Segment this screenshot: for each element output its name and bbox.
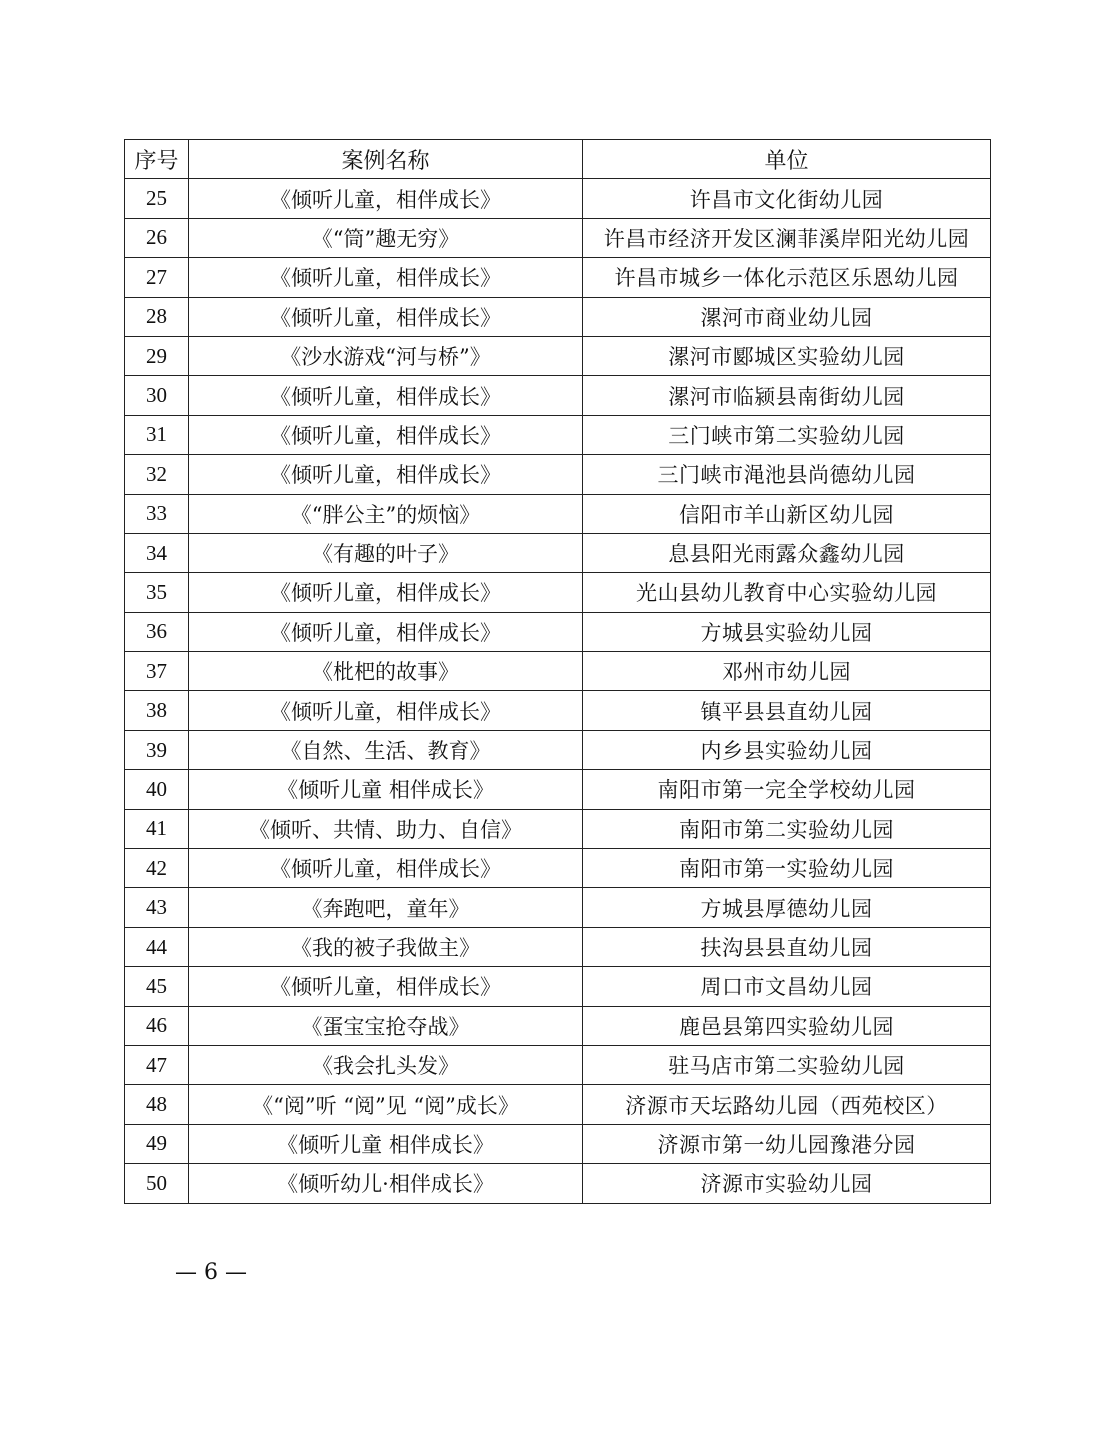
row-case-name: 《倾听儿童，相伴成长》 [189,376,583,415]
table-row [125,494,991,533]
row-unit: 济源市第一幼儿园豫港分园 [583,1124,991,1163]
row-unit: 漯河市商业幼儿园 [583,297,991,336]
row-index: 28 [125,297,189,336]
table-row [125,258,991,297]
row-unit: 方城县实验幼儿园 [583,612,991,651]
row-unit: 三门峡市渑池县尚德幼儿园 [583,455,991,494]
row-unit: 漯河市临颍县南街幼儿园 [583,376,991,415]
row-index: 48 [125,1085,189,1124]
row-case-name: 《“阅”听 “阅”见 “阅”成长》 [189,1085,583,1124]
table-row [125,455,991,494]
table-row [125,415,991,454]
row-case-name: 《自然、生活、教育》 [189,730,583,769]
row-index: 43 [125,888,189,927]
row-case-name: 《倾听、共情、助力、自信》 [189,809,583,848]
row-index: 41 [125,809,189,848]
row-case-name: 《倾听儿童，相伴成长》 [189,258,583,297]
row-index: 32 [125,455,189,494]
row-case-name: 《倾听儿童，相伴成长》 [189,691,583,730]
row-case-name: 《倾听儿童，相伴成长》 [189,297,583,336]
table-row [125,1164,991,1203]
row-index: 46 [125,1006,189,1045]
row-unit: 许昌市经济开发区澜菲溪岸阳光幼儿园 [583,218,991,257]
row-index: 45 [125,967,189,1006]
row-unit: 南阳市第一实验幼儿园 [583,849,991,888]
results-table-container [124,139,990,1204]
row-index: 49 [125,1124,189,1163]
row-case-name: 《倾听儿童，相伴成长》 [189,179,583,218]
table-row [125,1085,991,1124]
row-index: 31 [125,415,189,454]
table-row [125,652,991,691]
table-header-row [125,140,991,179]
row-index: 47 [125,1045,189,1084]
table-row [125,218,991,257]
row-index: 39 [125,730,189,769]
row-index: 26 [125,218,189,257]
row-unit: 驻马店市第二实验幼儿园 [583,1045,991,1084]
row-index: 34 [125,533,189,572]
table-row [125,573,991,612]
row-case-name: 《沙水游戏“河与桥”》 [189,336,583,375]
table-row [125,967,991,1006]
table-row [125,533,991,572]
row-unit: 济源市实验幼儿园 [583,1164,991,1203]
table-row [125,691,991,730]
row-case-name: 《倾听儿童，相伴成长》 [189,415,583,454]
table-row [125,297,991,336]
row-case-name: 《“胖公主”的烦恼》 [189,494,583,533]
row-case-name: 《蛋宝宝抢夺战》 [189,1006,583,1045]
header-index: 序号 [125,140,189,179]
row-unit: 南阳市第一完全学校幼儿园 [583,770,991,809]
row-unit: 邓州市幼儿园 [583,652,991,691]
table-row [125,849,991,888]
row-index: 38 [125,691,189,730]
row-index: 30 [125,376,189,415]
row-index: 50 [125,1164,189,1203]
row-index: 40 [125,770,189,809]
table-row [125,1006,991,1045]
page-number: — 6 — [175,1260,247,1285]
row-case-name: 《枇杷的故事》 [189,652,583,691]
row-unit: 镇平县县直幼儿园 [583,691,991,730]
row-index: 27 [125,258,189,297]
table-row [125,376,991,415]
row-unit: 许昌市城乡一体化示范区乐恩幼儿园 [583,258,991,297]
row-case-name: 《我会扎头发》 [189,1045,583,1084]
row-unit: 漯河市郾城区实验幼儿园 [583,336,991,375]
table-row [125,1045,991,1084]
row-unit: 扶沟县县直幼儿园 [583,927,991,966]
row-case-name: 《倾听儿童，相伴成长》 [189,573,583,612]
table-row [125,730,991,769]
row-case-name: 《倾听幼儿·相伴成长》 [189,1164,583,1203]
header-case-name: 案例名称 [189,140,583,179]
row-unit: 息县阳光雨露众鑫幼儿园 [583,533,991,572]
row-index: 25 [125,179,189,218]
row-case-name: 《有趣的叶子》 [189,533,583,572]
table-row [125,770,991,809]
row-case-name: 《倾听儿童，相伴成长》 [189,612,583,651]
row-case-name: 《我的被子我做主》 [189,927,583,966]
row-index: 36 [125,612,189,651]
results-table [124,139,991,1204]
row-unit: 方城县厚德幼儿园 [583,888,991,927]
table-row [125,888,991,927]
row-unit: 南阳市第二实验幼儿园 [583,809,991,848]
row-unit: 鹿邑县第四实验幼儿园 [583,1006,991,1045]
header-unit: 单位 [583,140,991,179]
table-row [125,1124,991,1163]
table-row [125,179,991,218]
row-index: 37 [125,652,189,691]
row-case-name: 《倾听儿童，相伴成长》 [189,455,583,494]
row-unit: 信阳市羊山新区幼儿园 [583,494,991,533]
row-unit: 光山县幼儿教育中心实验幼儿园 [583,573,991,612]
row-case-name: 《倾听儿童 相伴成长》 [189,770,583,809]
row-unit: 周口市文昌幼儿园 [583,967,991,1006]
row-case-name: 《倾听儿童 相伴成长》 [189,1124,583,1163]
row-unit: 内乡县实验幼儿园 [583,730,991,769]
row-case-name: 《奔跑吧，童年》 [189,888,583,927]
table-row [125,612,991,651]
row-index: 44 [125,927,189,966]
table-row [125,336,991,375]
row-unit: 济源市天坛路幼儿园（西苑校区） [583,1085,991,1124]
row-unit: 许昌市文化街幼儿园 [583,179,991,218]
row-index: 35 [125,573,189,612]
row-case-name: 《倾听儿童，相伴成长》 [189,967,583,1006]
row-unit: 三门峡市第二实验幼儿园 [583,415,991,454]
table-row [125,809,991,848]
row-index: 42 [125,849,189,888]
row-case-name: 《“筒”趣无穷》 [189,218,583,257]
table-row [125,927,991,966]
row-index: 29 [125,336,189,375]
row-case-name: 《倾听儿童，相伴成长》 [189,849,583,888]
row-index: 33 [125,494,189,533]
